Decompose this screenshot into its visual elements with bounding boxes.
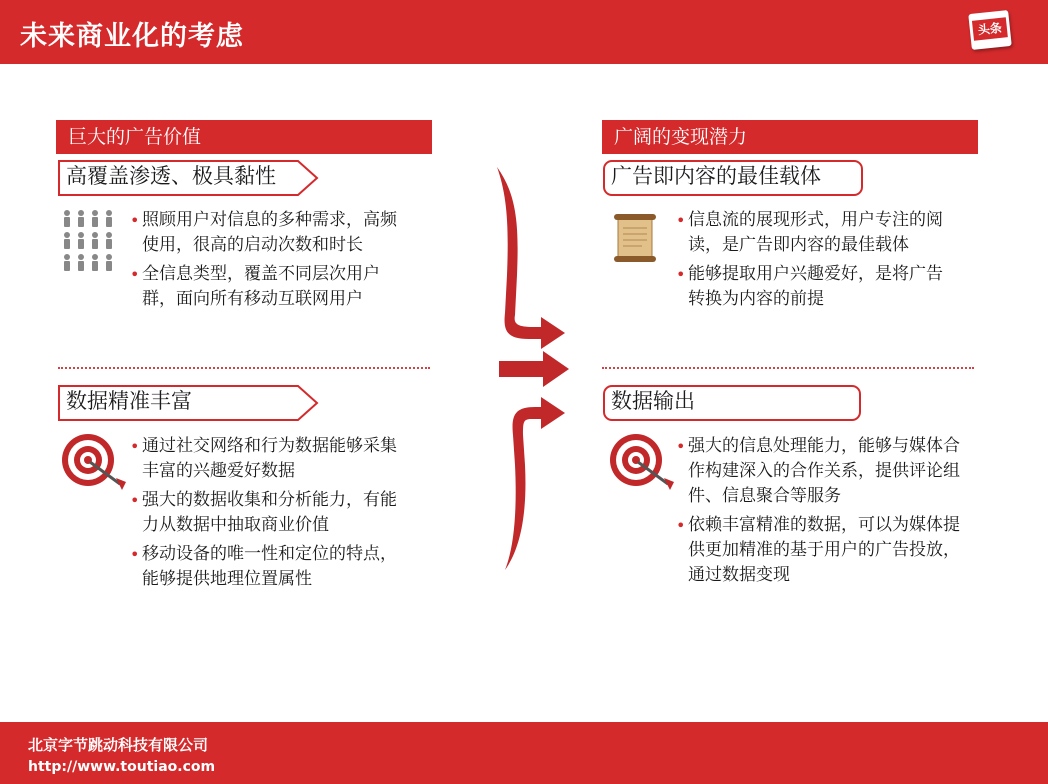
right-section-2-bullets bbox=[676, 434, 966, 592]
left-section-2-title bbox=[58, 385, 320, 421]
list-item: • 移动设备的唯一性和定位的特点，能够提供地理位置属性 bbox=[130, 542, 412, 592]
left-section-1-title bbox=[58, 160, 320, 196]
left-section-2-bullets bbox=[130, 434, 412, 596]
header-bar bbox=[0, 0, 1048, 64]
list-item: • 能够提取用户兴趣爱好，是将广告转换为内容的前提 bbox=[676, 262, 958, 312]
section-title-text: 数据精准丰富 bbox=[66, 389, 192, 413]
target-icon bbox=[608, 432, 678, 492]
right-divider bbox=[602, 367, 974, 369]
left-divider bbox=[58, 367, 430, 369]
left-section-1-bullets bbox=[130, 208, 408, 316]
list-item: • 信息流的展现形式，用户专注的阅读，是广告即内容的最佳载体 bbox=[676, 208, 958, 258]
list-item: • 照顾用户对信息的多种需求，高频使用，很高的启动次数和时长 bbox=[130, 208, 408, 258]
section-title-text: 数据输出 bbox=[611, 389, 695, 413]
right-band-heading: 广阔的变现潜力 bbox=[602, 120, 978, 154]
scroll-icon bbox=[612, 212, 658, 264]
footer-bar bbox=[0, 722, 1048, 784]
converging-arrows-icon bbox=[495, 165, 575, 575]
right-section-2-title bbox=[603, 385, 861, 421]
list-item: • 强大的数据收集和分析能力，有能力从数据中抽取商业价值 bbox=[130, 488, 412, 538]
section-title-text: 高覆盖渗透、极具黏性 bbox=[66, 164, 276, 188]
company-url[interactable]: http://www.toutiao.com bbox=[28, 759, 216, 775]
right-section-1-bullets bbox=[676, 208, 958, 316]
list-item: • 通过社交网络和行为数据能够采集丰富的兴趣爱好数据 bbox=[130, 434, 412, 484]
page-title: 未来商业化的考虑 bbox=[20, 21, 244, 52]
target-icon bbox=[60, 432, 130, 492]
logo-text: 头条 bbox=[972, 17, 1008, 40]
list-item: • 全信息类型，覆盖不同层次用户群，面向所有移动互联网用户 bbox=[130, 262, 408, 312]
company-name: 北京字节跳动科技有限公司 bbox=[28, 736, 209, 754]
people-group-icon bbox=[62, 210, 118, 276]
left-band-heading: 巨大的广告价值 bbox=[56, 120, 432, 154]
list-item: • 依赖丰富精准的数据，可以为媒体提供更加精准的基于用户的广告投放，通过数据变现 bbox=[676, 513, 966, 588]
list-item: • 强大的信息处理能力，能够与媒体合作构建深入的合作关系，提供评论组件、信息聚合等服务 bbox=[676, 434, 966, 509]
section-title-text: 广告即内容的最佳载体 bbox=[611, 164, 821, 188]
right-section-1-title bbox=[603, 160, 863, 196]
toutiao-logo bbox=[968, 10, 1012, 50]
